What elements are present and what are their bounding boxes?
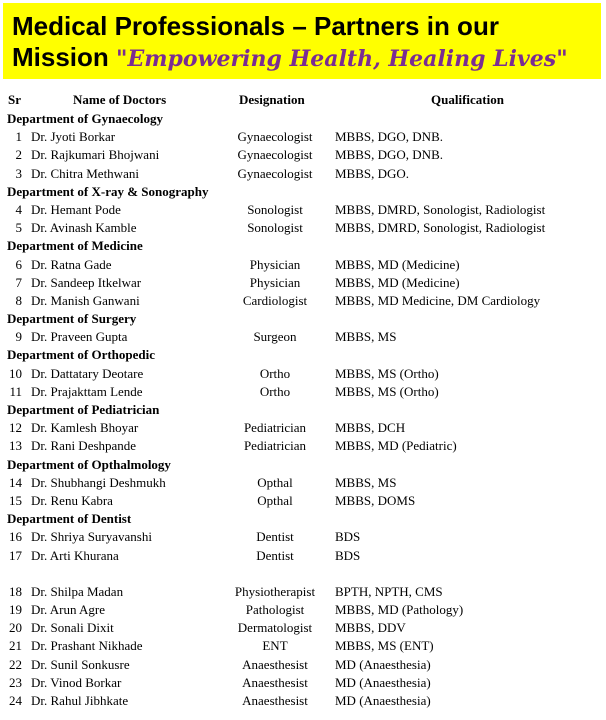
table-row (0, 492, 606, 510)
qualification: MD (Anaesthesia) (335, 693, 431, 708)
department-heading (0, 110, 606, 128)
serial-number: 7 (15, 274, 22, 290)
table-row (0, 146, 606, 164)
doctor-name: Dr. Ratna Gade (31, 256, 112, 272)
qualification: MBBS, MD Medicine, DM Cardiology (335, 292, 541, 308)
doctor-name: Dr. Avinash Kamble (31, 220, 137, 236)
doctor-name: Dr. Rani Deshpande (31, 438, 137, 454)
table-row (0, 292, 606, 310)
serial-number: 13 (9, 438, 22, 454)
header-qualification: Qualification (431, 92, 504, 107)
qualification: MBBS, MD (Pediatric) (335, 438, 457, 454)
department-label: Department of Medicine (7, 238, 143, 254)
table-row (0, 201, 606, 219)
table-row (0, 674, 606, 692)
serial-number: 20 (9, 620, 22, 636)
department-label: Department of X-ray & Sonography (7, 183, 209, 199)
doctor-name: Dr. Sunil Sonkusre (31, 656, 130, 672)
serial-number: 15 (9, 492, 22, 508)
department-heading (0, 401, 606, 419)
serial-number: 4 (15, 201, 22, 217)
doctor-table (0, 110, 606, 710)
designation: Ortho (259, 365, 291, 381)
doctor-name: Dr. Praveen Gupta (31, 329, 128, 345)
qualification: MBBS, MS (ENT) (335, 638, 434, 654)
header-designation: Designation (239, 92, 305, 107)
table-row (0, 656, 606, 674)
doctor-name: Dr. Jyoti Borkar (31, 129, 116, 145)
serial-number: 3 (15, 165, 22, 181)
doctor-name: Dr. Rajkumari Bhojwani (31, 147, 160, 163)
qualification: MBBS, DGO. (335, 165, 410, 181)
doctor-name: Dr. Chitra Methwani (31, 165, 139, 181)
serial-number: 9 (15, 329, 22, 345)
table-row (0, 128, 606, 146)
serial-number: 24 (9, 693, 22, 708)
serial-number: 22 (9, 656, 22, 672)
department-heading (0, 183, 606, 201)
doctor-name: Dr. Sandeep Itkelwar (31, 274, 142, 290)
qualification: MBBS, MD (Medicine) (335, 274, 460, 290)
header-sr: Sr (8, 92, 21, 107)
banner-tagline: "Empowering Health, Healing Lives" (116, 46, 568, 72)
designation: Anaesthesist (242, 693, 308, 708)
serial-number: 17 (9, 547, 22, 563)
blank-row (0, 565, 606, 583)
doctor-name: Dr. Shubhangi Deshmukh (31, 474, 166, 490)
designation: Pathologist (245, 602, 305, 618)
table-row (0, 474, 606, 492)
serial-number: 11 (9, 383, 22, 399)
doctor-name: Dr. Hemant Pode (31, 201, 121, 217)
table-row (0, 583, 606, 601)
serial-number: 21 (9, 638, 22, 654)
table-row (0, 383, 606, 401)
doctor-name: Dr. Arti Khurana (31, 547, 119, 563)
designation: Anaesthesist (242, 674, 308, 690)
table-row (0, 256, 606, 274)
doctor-name: Dr. Shriya Suryavanshi (31, 529, 152, 545)
designation: Sonologist (247, 201, 303, 217)
qualification: MBBS, MS (Ortho) (335, 365, 439, 381)
designation: Sonologist (247, 220, 303, 236)
banner-title-line1: Medical Professionals – Partners in our (12, 11, 499, 41)
doctor-name: Dr. Prajakttam Lende (31, 383, 143, 399)
department-label: Department of Opthalmology (7, 456, 171, 472)
designation: Opthal (257, 474, 293, 490)
table-row (0, 637, 606, 655)
serial-number: 19 (9, 602, 22, 618)
qualification: MBBS, DOMS (335, 492, 416, 508)
qualification: MBBS, MS (335, 329, 397, 345)
designation: Dentist (256, 529, 294, 545)
department-heading (0, 510, 606, 528)
designation: Pediatrician (243, 420, 307, 436)
designation: Gynaecologist (237, 129, 313, 145)
qualification: MD (Anaesthesia) (335, 674, 431, 690)
designation: ENT (262, 638, 288, 654)
qualification: MBBS, MS (Ortho) (335, 383, 439, 399)
table-row (0, 165, 606, 183)
qualification: BDS (335, 547, 361, 563)
designation: Dentist (256, 547, 294, 563)
department-label: Department of Surgery (7, 311, 137, 327)
serial-number: 23 (9, 674, 22, 690)
table-row (0, 528, 606, 546)
doctor-name: Dr. Rahul Jibhkate (31, 693, 129, 708)
designation: Cardiologist (242, 292, 308, 308)
department-label: Department of Gynaecology (7, 111, 163, 126)
doctor-name: Dr. Shilpa Madan (31, 583, 124, 599)
department-label: Department of Pediatrician (7, 402, 160, 417)
serial-number: 2 (15, 147, 22, 163)
doctor-name: Dr. Manish Ganwani (31, 292, 140, 308)
doctor-name: Dr. Vinod Borkar (31, 674, 122, 690)
banner-mission-word: Mission (12, 42, 109, 72)
qualification: MD (Anaesthesia) (335, 656, 431, 672)
designation: Physician (249, 274, 301, 290)
doctor-name: Dr. Kamlesh Bhoyar (31, 420, 139, 436)
doctor-name: Dr. Renu Kabra (31, 492, 113, 508)
department-label: Department of Dentist (7, 511, 132, 527)
designation: Physician (249, 256, 301, 272)
serial-number: 1 (15, 129, 22, 145)
department-heading (0, 346, 606, 364)
banner-tagline-text: Empowering Health, Healing Lives (127, 46, 557, 72)
table-row (0, 437, 606, 455)
designation: Pediatrician (243, 438, 307, 454)
designation: Gynaecologist (237, 165, 313, 181)
serial-number: 5 (15, 220, 22, 236)
table-row (0, 219, 606, 237)
designation: Dermatologist (237, 620, 313, 636)
qualification: BDS (335, 529, 361, 545)
table-header (0, 92, 606, 110)
department-heading (0, 310, 606, 328)
qualification: MBBS, DGO, DNB. (335, 129, 443, 145)
qualification: MBBS, MD (Medicine) (335, 256, 460, 272)
department-heading (0, 456, 606, 474)
qualification: MBBS, DGO, DNB. (335, 147, 443, 163)
table-row (0, 328, 606, 346)
doctor-name: Dr. Prashant Nikhade (31, 638, 143, 654)
qualification: BPTH, NPTH, CMS (335, 583, 443, 599)
designation: Surgeon (253, 329, 297, 345)
title-banner (3, 3, 601, 79)
table-row (0, 274, 606, 292)
department-label: Department of Orthopedic (7, 347, 156, 363)
serial-number: 8 (15, 292, 22, 308)
table-row (0, 365, 606, 383)
qualification: MBBS, MD (Pathology) (335, 602, 464, 618)
serial-number: 18 (9, 583, 22, 599)
table-row (0, 547, 606, 565)
table-row (0, 692, 606, 710)
serial-number: 6 (15, 256, 22, 272)
designation: Gynaecologist (237, 147, 313, 163)
table-row (0, 419, 606, 437)
doctor-name: Dr. Arun Agre (31, 602, 106, 618)
designation: Anaesthesist (242, 656, 308, 672)
serial-number: 10 (9, 365, 22, 381)
qualification: MBBS, DDV (335, 620, 406, 636)
header-name: Name of Doctors (73, 92, 167, 107)
banner-title-line2 (12, 42, 601, 75)
doctor-name: Dr. Sonali Dixit (31, 620, 114, 636)
table-row (0, 601, 606, 619)
qualification: MBBS, MS (335, 474, 397, 490)
department-heading (0, 237, 606, 255)
serial-number: 12 (9, 420, 22, 436)
qualification: MBBS, DMRD, Sonologist, Radiologist (335, 220, 546, 236)
serial-number: 16 (9, 529, 22, 545)
designation: Physiotherapist (234, 583, 316, 599)
table-row (0, 619, 606, 637)
qualification: MBBS, DMRD, Sonologist, Radiologist (335, 201, 546, 217)
designation: Ortho (259, 383, 291, 399)
serial-number: 14 (9, 474, 22, 490)
designation: Opthal (257, 492, 293, 508)
qualification: MBBS, DCH (335, 420, 406, 436)
doctor-name: Dr. Dattatary Deotare (31, 365, 144, 381)
